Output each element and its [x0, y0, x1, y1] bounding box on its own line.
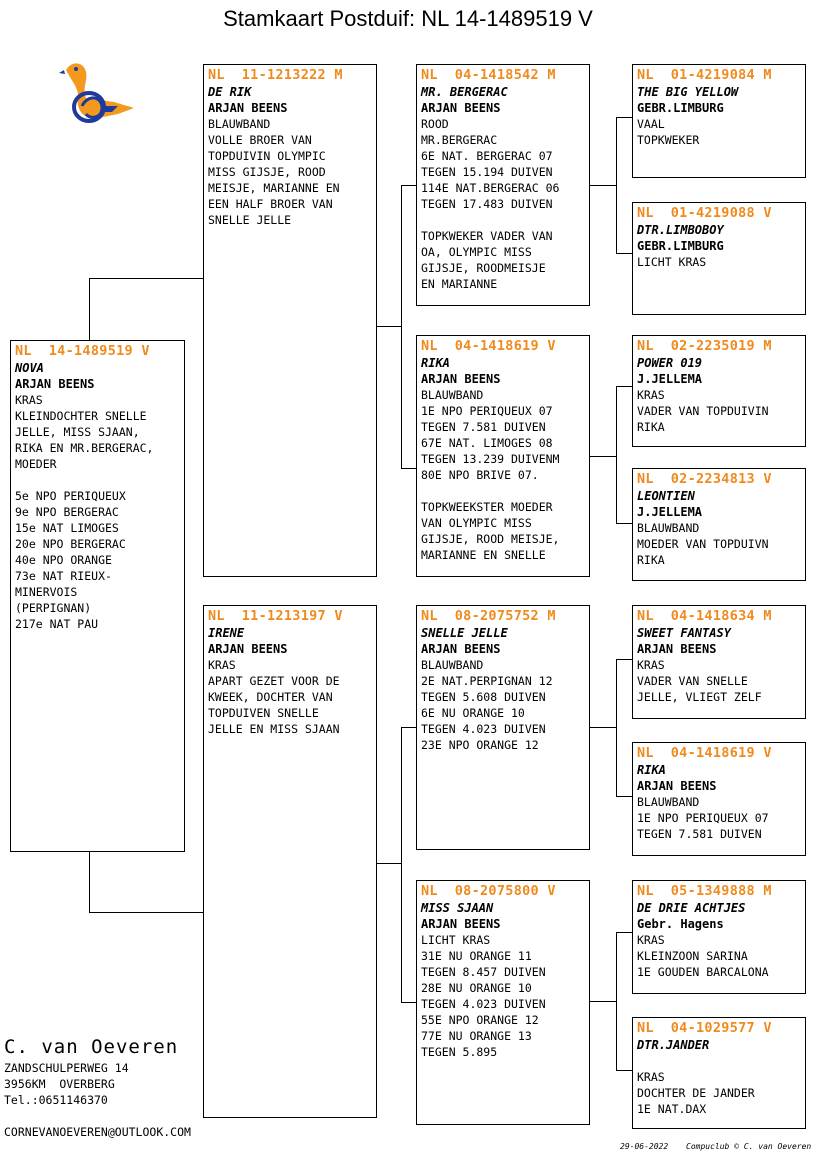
- pigeon-card-mother: [203, 605, 377, 1118]
- owner-phone: Tel.:0651146370: [4, 1093, 108, 1107]
- ring-number: NL 02-2235019 M: [637, 338, 772, 354]
- detail-line: TEGEN 7.581 DUIVEN: [637, 827, 762, 841]
- pigeon-card-ggp-3: [632, 335, 806, 447]
- ring-number: NL 01-4219084 M: [637, 67, 772, 83]
- detail-line: MOEDER VAN TOPDUIVN: [637, 537, 769, 551]
- detail-line: KRAS: [637, 388, 665, 402]
- detail-line: VADER VAN TOPDUIVIN: [637, 404, 769, 418]
- page-title: Stamkaart Postduif: NL 14-1489519 V: [223, 6, 593, 31]
- breeder-name: ARJAN BEENS: [421, 101, 501, 115]
- pigeon-details: [421, 657, 589, 753]
- pigeon-card-ggp-2: [632, 202, 806, 315]
- detail-line: 80E NPO BRIVE 07.: [421, 468, 539, 482]
- ring-number: NL 04-1418619 V: [421, 338, 556, 354]
- detail-line: 9e NPO BERGERAC: [15, 505, 119, 519]
- detail-line: KRAS: [15, 393, 43, 407]
- pigeon-logo-icon: [58, 58, 138, 128]
- pigeon-card-grandmother-1: [416, 335, 590, 577]
- detail-line: MINERVOIS: [15, 585, 78, 599]
- detail-line: 1E NPO PERIQUEUX 07: [421, 404, 553, 418]
- connector: [89, 851, 206, 913]
- detail-line: KLEINZOON SARINA: [637, 949, 748, 963]
- detail-line: KRAS: [637, 658, 665, 672]
- owner-email: CORNEVANOEVEREN@OUTLOOK.COM: [4, 1125, 191, 1139]
- detail-line: 28E NU ORANGE 10: [421, 981, 532, 995]
- breeder-name: ARJAN BEENS: [208, 642, 288, 656]
- detail-line: 114E NAT.BERGERAC 06: [421, 181, 560, 195]
- pigeon-name: DTR.JANDER: [637, 1038, 710, 1052]
- detail-line: GIJSJE, ROOD MEISJE,: [421, 532, 560, 546]
- detail-line: TEGEN 4.023 DUIVEN: [421, 997, 546, 1011]
- detail-line: KRAS: [637, 1070, 665, 1084]
- detail-line: BLAUWBAND: [421, 388, 484, 402]
- detail-line: 23E NPO ORANGE 12: [421, 738, 539, 752]
- breeder-name: ARJAN BEENS: [15, 377, 95, 391]
- detail-line: 20e NPO BERGERAC: [15, 537, 126, 551]
- detail-line: TEGEN 5.895: [421, 1045, 498, 1059]
- detail-line: MR.BERGERAC: [421, 133, 498, 147]
- detail-line: MISS GIJSJE, ROOD: [208, 165, 326, 179]
- breeder-name: J.JELLEMA: [637, 372, 703, 386]
- ring-number: NL 14-1489519 V: [15, 343, 150, 359]
- pigeon-card-ggp-6: [632, 742, 806, 856]
- pigeon-details: [421, 932, 589, 1060]
- detail-line: RIKA: [637, 553, 665, 567]
- ring-number: NL 01-4219088 V: [637, 205, 772, 221]
- detail-line: DOCHTER DE JANDER: [637, 1086, 755, 1100]
- detail-line: KWEEK, DOCHTER VAN: [208, 690, 333, 704]
- detail-line: GIJSJE, ROODMEISJE: [421, 261, 546, 275]
- pigeon-card-grandfather-1: [416, 64, 590, 306]
- detail-line: MOEDER: [15, 457, 57, 471]
- connector: [89, 278, 206, 342]
- pigeon-name: THE BIG YELLOW: [637, 85, 739, 99]
- ring-number: NL 02-2234813 V: [637, 471, 772, 487]
- breeder-name: Gebr. Hagens: [637, 917, 724, 931]
- detail-line: TEGEN 17.483 DUIVEN: [421, 197, 553, 211]
- detail-line: TEGEN 15.194 DUIVEN: [421, 165, 553, 179]
- detail-line: BLAUWBAND: [637, 795, 700, 809]
- pigeon-card-ggp-5: [632, 605, 806, 719]
- detail-line: TOPDUIVIN OLYMPIC: [208, 149, 326, 163]
- ring-number: NL 05-1349888 M: [637, 883, 772, 899]
- detail-line: JELLE, VLIEGT ZELF: [637, 690, 762, 704]
- detail-line: MEISJE, MARIANNE EN: [208, 181, 340, 195]
- detail-line: TEGEN 4.023 DUIVEN: [421, 722, 546, 736]
- connector: [376, 326, 402, 328]
- pigeon-name: POWER 019: [637, 356, 703, 370]
- detail-line: 2E NAT.PERPIGNAN 12: [421, 674, 553, 688]
- detail-line: KLEINDOCHTER SNELLE: [15, 409, 147, 423]
- detail-line: BLAUWBAND: [208, 117, 271, 131]
- detail-line: TEGEN 8.457 DUIVEN: [421, 965, 546, 979]
- detail-line: TOPKWEKER: [637, 133, 700, 147]
- detail-line: MARIANNE EN SNELLE: [421, 548, 546, 562]
- detail-line: SNELLE JELLE: [208, 213, 292, 227]
- detail-line: TEGEN 7.581 DUIVEN: [421, 420, 546, 434]
- pigeon-card-ggp-8: [632, 1017, 806, 1129]
- detail-line: KRAS: [637, 933, 665, 947]
- connector: [589, 456, 617, 458]
- detail-line: RIKA: [637, 420, 665, 434]
- detail-line: APART GEZET VOOR DE: [208, 674, 340, 688]
- footer-date: 29-06-2022: [620, 1142, 669, 1151]
- breeder-name: [637, 1053, 805, 1069]
- pigeon-name: SNELLE JELLE: [421, 626, 508, 640]
- owner-city: 3956KM OVERBERG: [4, 1077, 115, 1091]
- pigeon-name: DE DRIE ACHTJES: [637, 901, 746, 915]
- pigeon-details: [208, 657, 376, 737]
- owner-street: ZANDSCHULPERWEG 14: [4, 1061, 129, 1075]
- ring-number: NL 11-1213197 V: [208, 608, 343, 624]
- detail-line: 217e NAT PAU: [15, 617, 99, 631]
- breeder-name: J.JELLEMA: [637, 505, 703, 519]
- pigeon-name: LEONTIEN: [637, 489, 695, 503]
- pigeon-card-ggp-1: [632, 64, 806, 178]
- detail-line: EEN HALF BROER VAN: [208, 197, 333, 211]
- detail-line: 73e NAT RIEUX-: [15, 569, 112, 583]
- detail-line: 6E NAT. BERGERAC 07: [421, 149, 553, 163]
- pigeon-card-ggp-4: [632, 468, 806, 581]
- detail-line: LICHT KRAS: [637, 255, 707, 269]
- breeder-name: ARJAN BEENS: [637, 642, 717, 656]
- detail-line: VAN OLYMPIC MISS: [421, 516, 532, 530]
- breeder-name: ARJAN BEENS: [421, 372, 501, 386]
- pigeon-card-father: [203, 64, 377, 577]
- pigeon-name: SWEET FANTASY: [637, 626, 731, 640]
- detail-line: 1E GOUDEN BARCALONA: [637, 965, 769, 979]
- pigeon-name: DTR.LIMBOBOY: [637, 223, 724, 237]
- detail-line: EN MARIANNE: [421, 277, 498, 291]
- breeder-name: ARJAN BEENS: [421, 642, 501, 656]
- detail-line: TOPDUIVEN SNELLE: [208, 706, 319, 720]
- detail-line: RIKA EN MR.BERGERAC,: [15, 441, 154, 455]
- breeder-name: ARJAN BEENS: [637, 779, 717, 793]
- detail-line: TEGEN 13.239 DUIVENM: [421, 452, 560, 466]
- ring-number: NL 04-1029577 V: [637, 1020, 772, 1036]
- pigeon-name: MR. BERGERAC: [421, 85, 508, 99]
- detail-line: JELLE EN MISS SJAAN: [208, 722, 340, 736]
- owner-name: C. van Oeveren: [4, 1036, 179, 1058]
- detail-line: TOPKWEEKSTER MOEDER: [421, 500, 553, 514]
- detail-line: ROOD: [421, 117, 449, 131]
- ring-number: NL 11-1213222 M: [208, 67, 343, 83]
- detail-line: 77E NU ORANGE 13: [421, 1029, 532, 1043]
- ring-number: NL 04-1418634 M: [637, 608, 772, 624]
- detail-line: LICHT KRAS: [421, 933, 491, 947]
- spacer: [421, 483, 589, 499]
- detail-line: 6E NU ORANGE 10: [421, 706, 525, 720]
- breeder-name: ARJAN BEENS: [421, 917, 501, 931]
- detail-line: VADER VAN SNELLE: [637, 674, 748, 688]
- detail-line: OA, OLYMPIC MISS: [421, 245, 532, 259]
- pigeon-card-subject: [10, 340, 185, 852]
- pigeon-name: DE RIK: [208, 85, 252, 99]
- detail-line: TOPKWEKER VADER VAN: [421, 229, 553, 243]
- connector: [589, 727, 617, 729]
- breeder-name: ARJAN BEENS: [208, 101, 288, 115]
- pigeon-details: [421, 116, 589, 292]
- detail-line: KRAS: [208, 658, 236, 672]
- pigeon-name: RIKA: [421, 356, 450, 370]
- ring-number: NL 04-1418542 M: [421, 67, 556, 83]
- detail-line: BLAUWBAND: [421, 658, 484, 672]
- detail-line: TEGEN 5.608 DUIVEN: [421, 690, 546, 704]
- detail-line: JELLE, MISS SJAAN,: [15, 425, 140, 439]
- detail-line: 15e NAT LIMOGES: [15, 521, 119, 535]
- ring-number: NL 04-1418619 V: [637, 745, 772, 761]
- detail-line: 40e NPO ORANGE: [15, 553, 112, 567]
- pigeon-name: RIKA: [637, 763, 666, 777]
- detail-line: VAAL: [637, 117, 665, 131]
- connector: [589, 185, 617, 187]
- detail-line: 55E NPO ORANGE 12: [421, 1013, 539, 1027]
- detail-line: VOLLE BROER VAN: [208, 133, 312, 147]
- connector: [589, 1001, 617, 1003]
- pigeon-name: NOVA: [15, 361, 44, 375]
- breeder-name: GEBR.LIMBURG: [637, 101, 724, 115]
- pigeon-name: IRENE: [208, 626, 245, 640]
- spacer: [15, 472, 184, 488]
- detail-line: 1E NPO PERIQUEUX 07: [637, 811, 769, 825]
- detail-line: 31E NU ORANGE 11: [421, 949, 532, 963]
- ring-number: NL 08-2075752 M: [421, 608, 556, 624]
- detail-line: (PERPIGNAN): [15, 601, 92, 615]
- pigeon-details: [421, 387, 589, 563]
- spacer: [421, 212, 589, 228]
- pigeon-card-grandmother-2: [416, 880, 590, 1125]
- connector: [376, 863, 402, 865]
- pigeon-card-grandfather-2: [416, 605, 590, 850]
- footer-credit: Compuclub © C. van Oeveren: [686, 1142, 812, 1151]
- breeder-name: GEBR.LIMBURG: [637, 239, 724, 253]
- detail-line: 67E NAT. LIMOGES 08: [421, 436, 553, 450]
- pigeon-card-ggp-7: [632, 880, 806, 994]
- detail-line: 5e NPO PERIQUEUX: [15, 489, 126, 503]
- pigeon-name: MISS SJAAN: [421, 901, 494, 915]
- pigeon-details: [15, 392, 184, 632]
- ring-number: NL 08-2075800 V: [421, 883, 556, 899]
- pigeon-details: [208, 116, 376, 228]
- detail-line: BLAUWBAND: [637, 521, 700, 535]
- detail-line: 1E NAT.DAX: [637, 1102, 707, 1116]
